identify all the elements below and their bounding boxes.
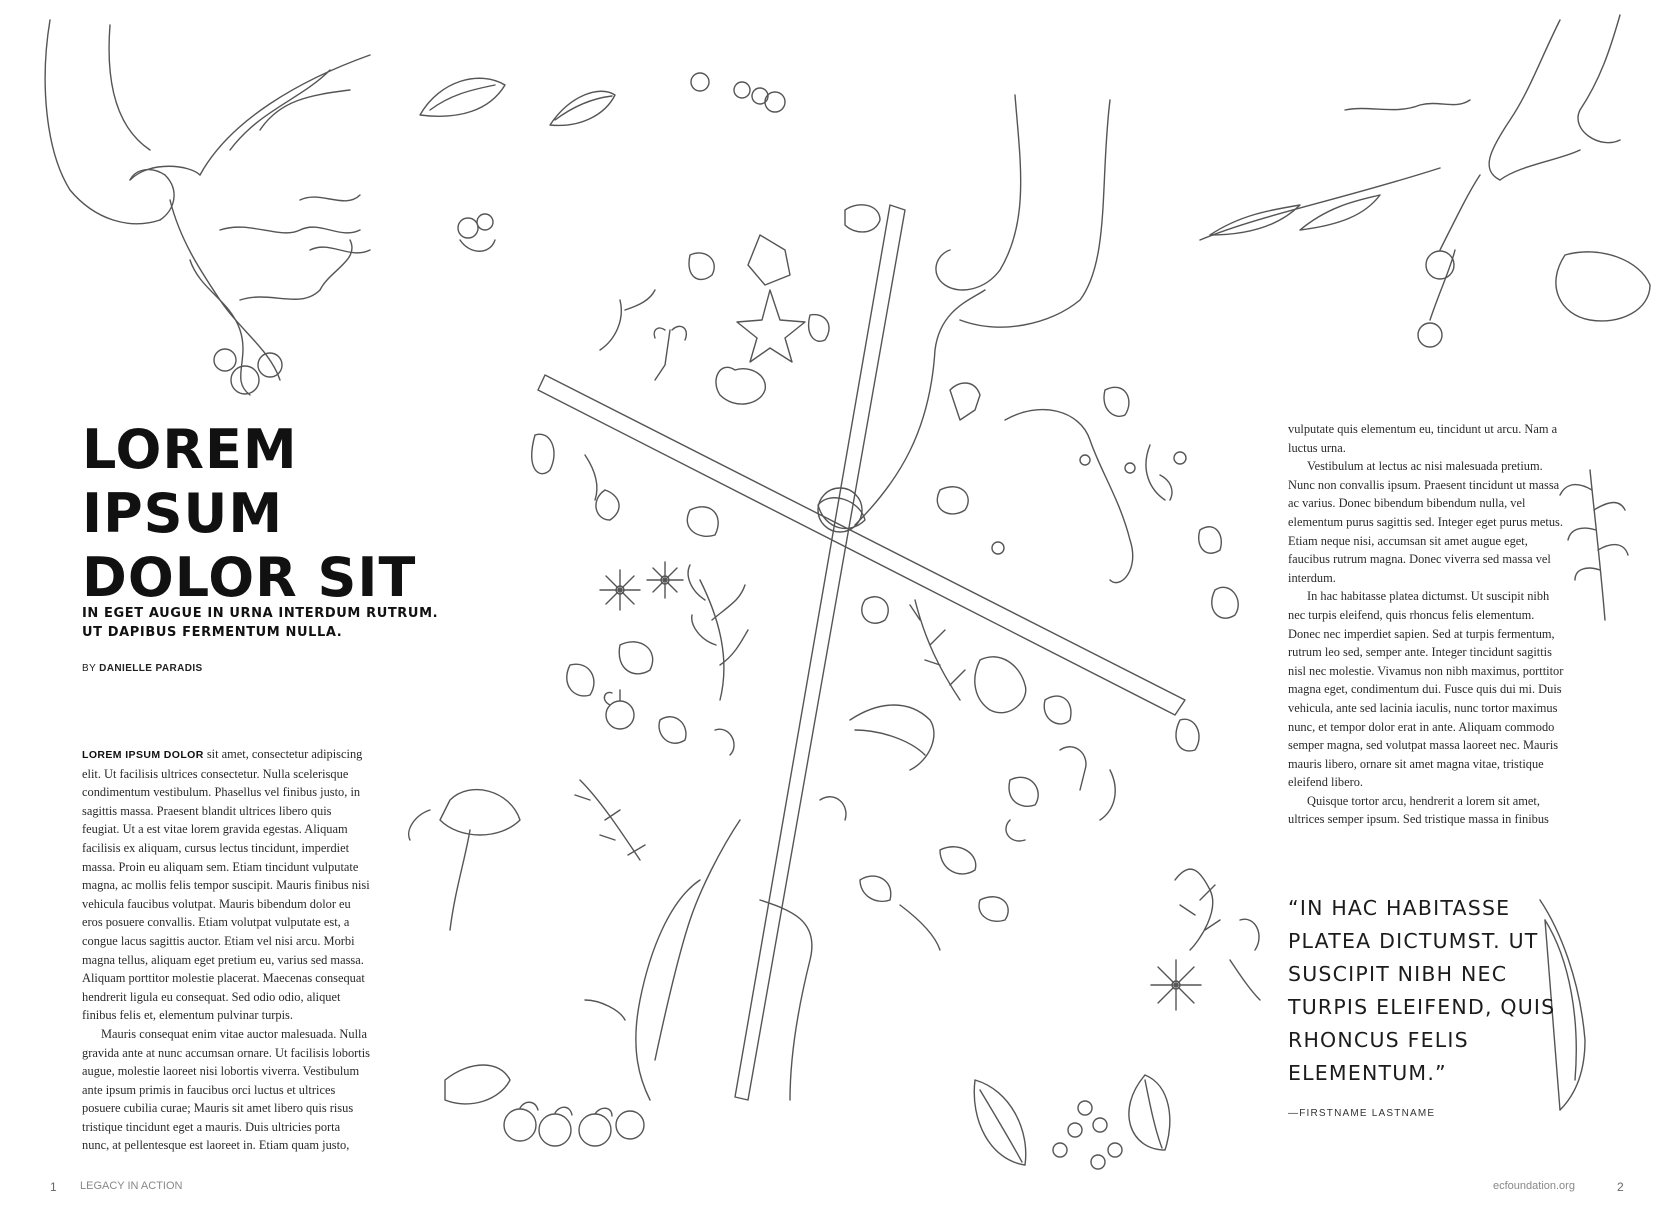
paragraph-text: sit amet, consectetur adipiscing elit. Ut facilisis ultrices consectetur. Nulla scelerisque condimentum vestibulum. Phasellus vel finibus justo, in sagittis massa. Praesent blandit ultrices libero quis feugiat. Ut a est vitae lorem gravida egestas. Aliquam facilisis ex aliquam, cursus lectus tincidunt, imperdiet massa. Proin eu aliquam sem. Etiam tincidunt vulputate magna, ac mollis felis tempor suscipit. Mauris finibus nisi vehicula faucibus volutpat. Mauris bibendum dolor eu eros posuere convallis. Etiam volutpat vulputate est, a congue lacus sagittis auctor. Etiam vel nisi arcu. Morbi magna tellus, aliquam eget pretium eu, varius sed massa. Aliquam porttitor molestie placerat. Maecenas consequat hendrerit ligula eu consequat. Sed odio odio, aliquet finibus felis et, elementum pulvinar turpis. — [82, 747, 370, 1023]
starburst-flowers — [600, 562, 1201, 1010]
publication-label: LEGACY IN ACTION — [80, 1180, 183, 1192]
title-line-2: DOLOR SIT — [82, 546, 417, 609]
quote-attribution: —FIRSTNAME LASTNAME — [1288, 1108, 1436, 1119]
article-title — [82, 418, 502, 610]
byline-prefix: BY — [82, 663, 96, 674]
body-column-left — [82, 745, 370, 1155]
byline — [82, 663, 203, 674]
subtitle-line-1: IN EGET AUGUE IN URNA INTERDUM RUTRUM. — [82, 606, 439, 621]
pull-quote: “IN HAC HABITASSE PLATEA DICTUMST. UT SUSCIPIT NIBH NEC TURPIS ELEIFEND, QUIS RHONCUS FELIS ELEMENTUM.” — [1288, 896, 1556, 1085]
page-number-left: 1 — [50, 1180, 57, 1194]
body-paragraph: Quisque tortor arcu, hendrerit a lorem sit amet, ultrices semper ipsum. Sed tristique massa in finibus — [1288, 793, 1549, 827]
body-paragraph: vulputate quis elementum eu, tincidunt ut arcu. Nam a luctus urna. — [1288, 422, 1558, 455]
subtitle-line-2: UT DAPIBUS FERMENTUM NULLA. — [82, 625, 343, 640]
body-paragraph: Vestibulum at lectus ac nisi malesuada pretium. Nunc non convallis ipsum. Praesent tincidunt ut massa ac varius. Donec bibendum bibendum nulla, vel elementum purus sagittis sed. Integer eget purus metus. Etiam neque nisi, accumsan sit amet augue eget, faucibus rutrum magna. Donec viverra sed massa vel interdum. — [1288, 459, 1563, 585]
title-line-1: LOREM IPSUM — [82, 418, 298, 545]
page-number-right: 2 — [1617, 1180, 1624, 1194]
body-paragraph: In hac habitasse platea dictumst. Ut suscipit nibh nec turpis eleifend, quis rhoncus felis elementum. Donec nec imperdiet sapien. Sed at turpis fermentum, rutrum leo sed, semper ante. Integer tincidunt sagittis nisl nec molestie. Vivamus non nibh maximus, porttitor magna eget, condimentum dui. Fusce quis dui mi. Duis vehicula, ante sed lacinia iaculis, nunc tortor maximus nunc, et tempor dolor erat in ante. Aliquam commodo semper magna, sed volutpat massa laoreet nec. Mauris mauris libero, ornare sit amet magna vitae, tristique eleifend libero. — [1288, 589, 1564, 790]
hand-with-branch-sketch — [45, 20, 370, 395]
right-hand-branch-sketch — [1200, 15, 1650, 347]
central-tool-sketch — [538, 205, 1185, 1100]
body-paragraph — [82, 745, 370, 1025]
website-url: ecfoundation.org — [1493, 1180, 1575, 1192]
lead-in: LOREM IPSUM DOLOR — [82, 749, 204, 761]
body-paragraph: Mauris consequat enim vitae auctor malesuada. Nulla gravida ante at nunc accumsan ornare. Ut facilisis lobortis augue, molestie laoreet nisi lobortis viverra. Vestibulum ante ipsum primis in faucibus orci luctus et ultrices posuere cubilia curae; Mauris sit amet libero quis risus tristique tincidunt eget a mauris. Duis ultricies porta nunc, at pellentesque est laoreet in. Etiam quam justo, — [82, 1026, 370, 1153]
byline-author: DANIELLE PARADIS — [99, 663, 203, 674]
body-column-right — [1288, 420, 1568, 829]
article-subtitle — [82, 604, 482, 642]
